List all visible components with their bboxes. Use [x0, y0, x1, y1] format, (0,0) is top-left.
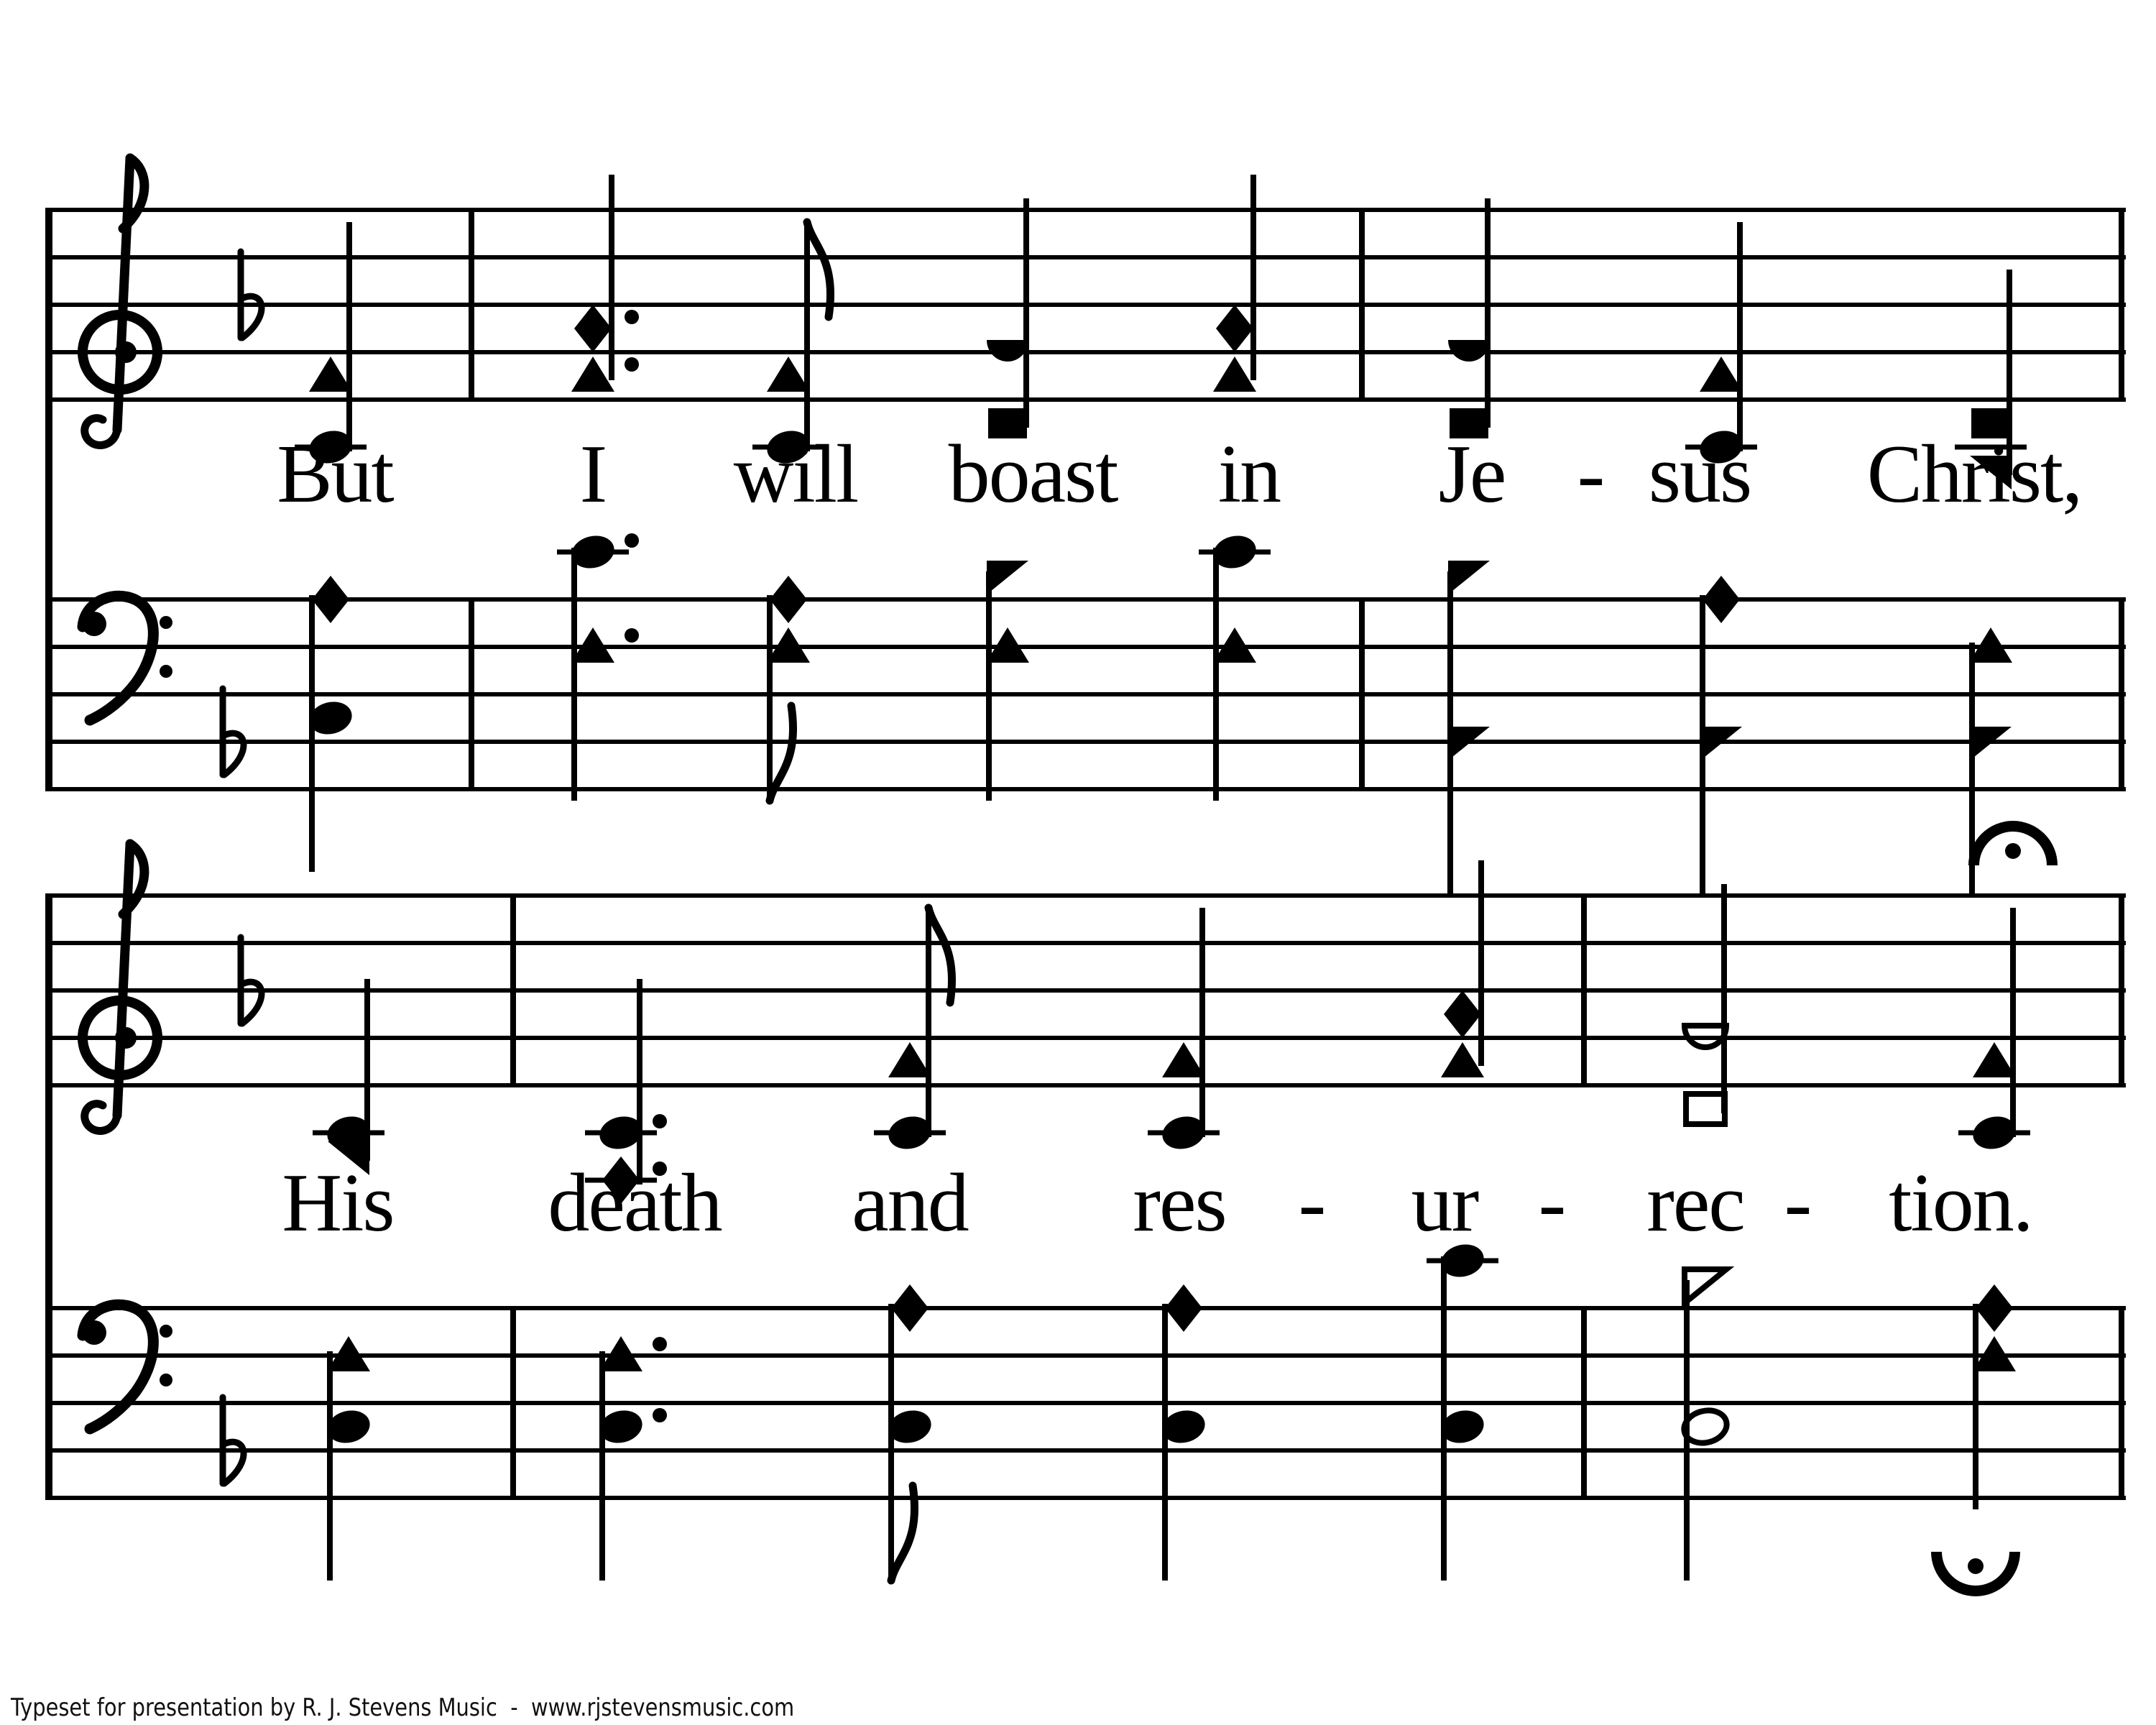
lyric-hyphen: - — [1538, 1157, 1565, 1249]
lyric-word: I — [579, 428, 607, 520]
lyric-word: Je — [1438, 428, 1506, 520]
lyric-word: res — [1133, 1157, 1226, 1249]
note-rec — [1685, 884, 1726, 1124]
lyric-word: sus — [1648, 428, 1751, 520]
fermata-inverted-icon — [1931, 1552, 2020, 1596]
bass-clef-dot — [160, 1325, 172, 1338]
note-his — [313, 979, 384, 1175]
flat-sign-icon — [241, 252, 262, 338]
notehead-do — [888, 1042, 931, 1077]
note-ur — [1427, 1240, 1498, 1581]
note-and — [885, 1284, 935, 1581]
note-sus — [1700, 576, 1742, 896]
lyric-word: death — [548, 1157, 722, 1249]
treble-clef-icon — [83, 158, 157, 445]
note-je — [1448, 198, 1490, 438]
notehead-mi — [574, 305, 612, 352]
notehead-mi — [770, 576, 807, 623]
notehead-fa — [987, 561, 1028, 594]
lyric-word: Christ, — [1866, 428, 2082, 520]
notehead-do — [1441, 1042, 1484, 1077]
notehead-do — [767, 356, 810, 392]
note-but — [306, 576, 356, 872]
note-boast — [987, 198, 1028, 438]
notehead-mi — [312, 576, 349, 623]
note-i — [571, 175, 639, 392]
fermata-dot — [1968, 1558, 1984, 1574]
notehead-do — [309, 356, 352, 392]
note-in — [1213, 175, 1256, 392]
bass-clef-dot — [160, 665, 172, 678]
note-res — [1159, 1284, 1209, 1581]
notehead-mi — [1444, 990, 1481, 1038]
note-je — [1448, 561, 1490, 896]
lyric-word: tion. — [1889, 1157, 2032, 1249]
eighth-flag-icon — [770, 706, 793, 801]
notehead-mi — [1976, 1284, 2013, 1332]
augmentation-dot — [625, 628, 639, 643]
treble-clef-icon — [83, 844, 157, 1131]
notehead-do — [1973, 1042, 2016, 1077]
note-i — [557, 531, 639, 801]
fermata-dot — [2005, 843, 2021, 859]
note-his — [324, 1336, 374, 1581]
lyric-word: His — [282, 1157, 394, 1249]
notehead-do — [1162, 1042, 1205, 1077]
treble-clef-hook — [85, 1104, 117, 1131]
lyric-word: But — [277, 428, 393, 520]
note-tion — [1931, 1284, 2020, 1596]
lyric-word: and — [852, 1157, 968, 1249]
augmentation-dot — [625, 357, 639, 372]
augmentation-dot — [625, 310, 639, 324]
lyric-word: will — [733, 428, 858, 520]
notehead-do — [1700, 356, 1743, 392]
notehead-mi — [1165, 1284, 1202, 1332]
bass-clef-dot — [160, 616, 172, 629]
note-death — [596, 1336, 667, 1581]
flat-sign-icon — [241, 937, 262, 1024]
augmentation-dot — [625, 533, 639, 548]
lyric-word: rec — [1646, 1157, 1744, 1249]
lyric-word: boast — [948, 428, 1118, 520]
notehead-mi — [1703, 576, 1740, 623]
lyric-word: ur — [1411, 1157, 1478, 1249]
treble-clef-hook — [85, 418, 117, 446]
notehead-do — [1213, 356, 1256, 392]
note-rec — [1681, 1269, 1731, 1581]
lyric-hyphen: - — [1298, 1157, 1325, 1249]
flat-sign-icon — [223, 1397, 244, 1484]
lyric-hyphen: - — [1577, 428, 1604, 520]
notehead-do — [571, 356, 614, 392]
notehead-fa — [1685, 1269, 1726, 1303]
note-boast — [986, 561, 1029, 801]
flat-sign-icon — [223, 689, 244, 775]
lyric-hyphen: - — [1784, 1157, 1811, 1249]
bass-clef-icon — [82, 596, 172, 720]
bass-clef-icon — [82, 1305, 172, 1429]
bass-clef-dot — [160, 1374, 172, 1386]
footer-text: Typeset for presentation by R. J. Stevens Music - www.rjstevensmusic.com — [11, 1693, 795, 1722]
notehead-la — [1686, 1094, 1725, 1124]
notehead-re — [987, 340, 1028, 362]
note-will — [767, 576, 810, 801]
notehead-fa — [1448, 561, 1490, 594]
fermata-icon — [1968, 821, 2058, 865]
notehead-mi — [1216, 305, 1253, 352]
lyric-word: in — [1217, 428, 1281, 520]
augmentation-dot — [653, 1114, 667, 1128]
note-in — [1199, 531, 1271, 801]
notehead-mi — [891, 1284, 929, 1332]
augmentation-dot — [653, 1337, 667, 1351]
augmentation-dot — [653, 1408, 667, 1422]
notehead-re — [1448, 340, 1490, 362]
